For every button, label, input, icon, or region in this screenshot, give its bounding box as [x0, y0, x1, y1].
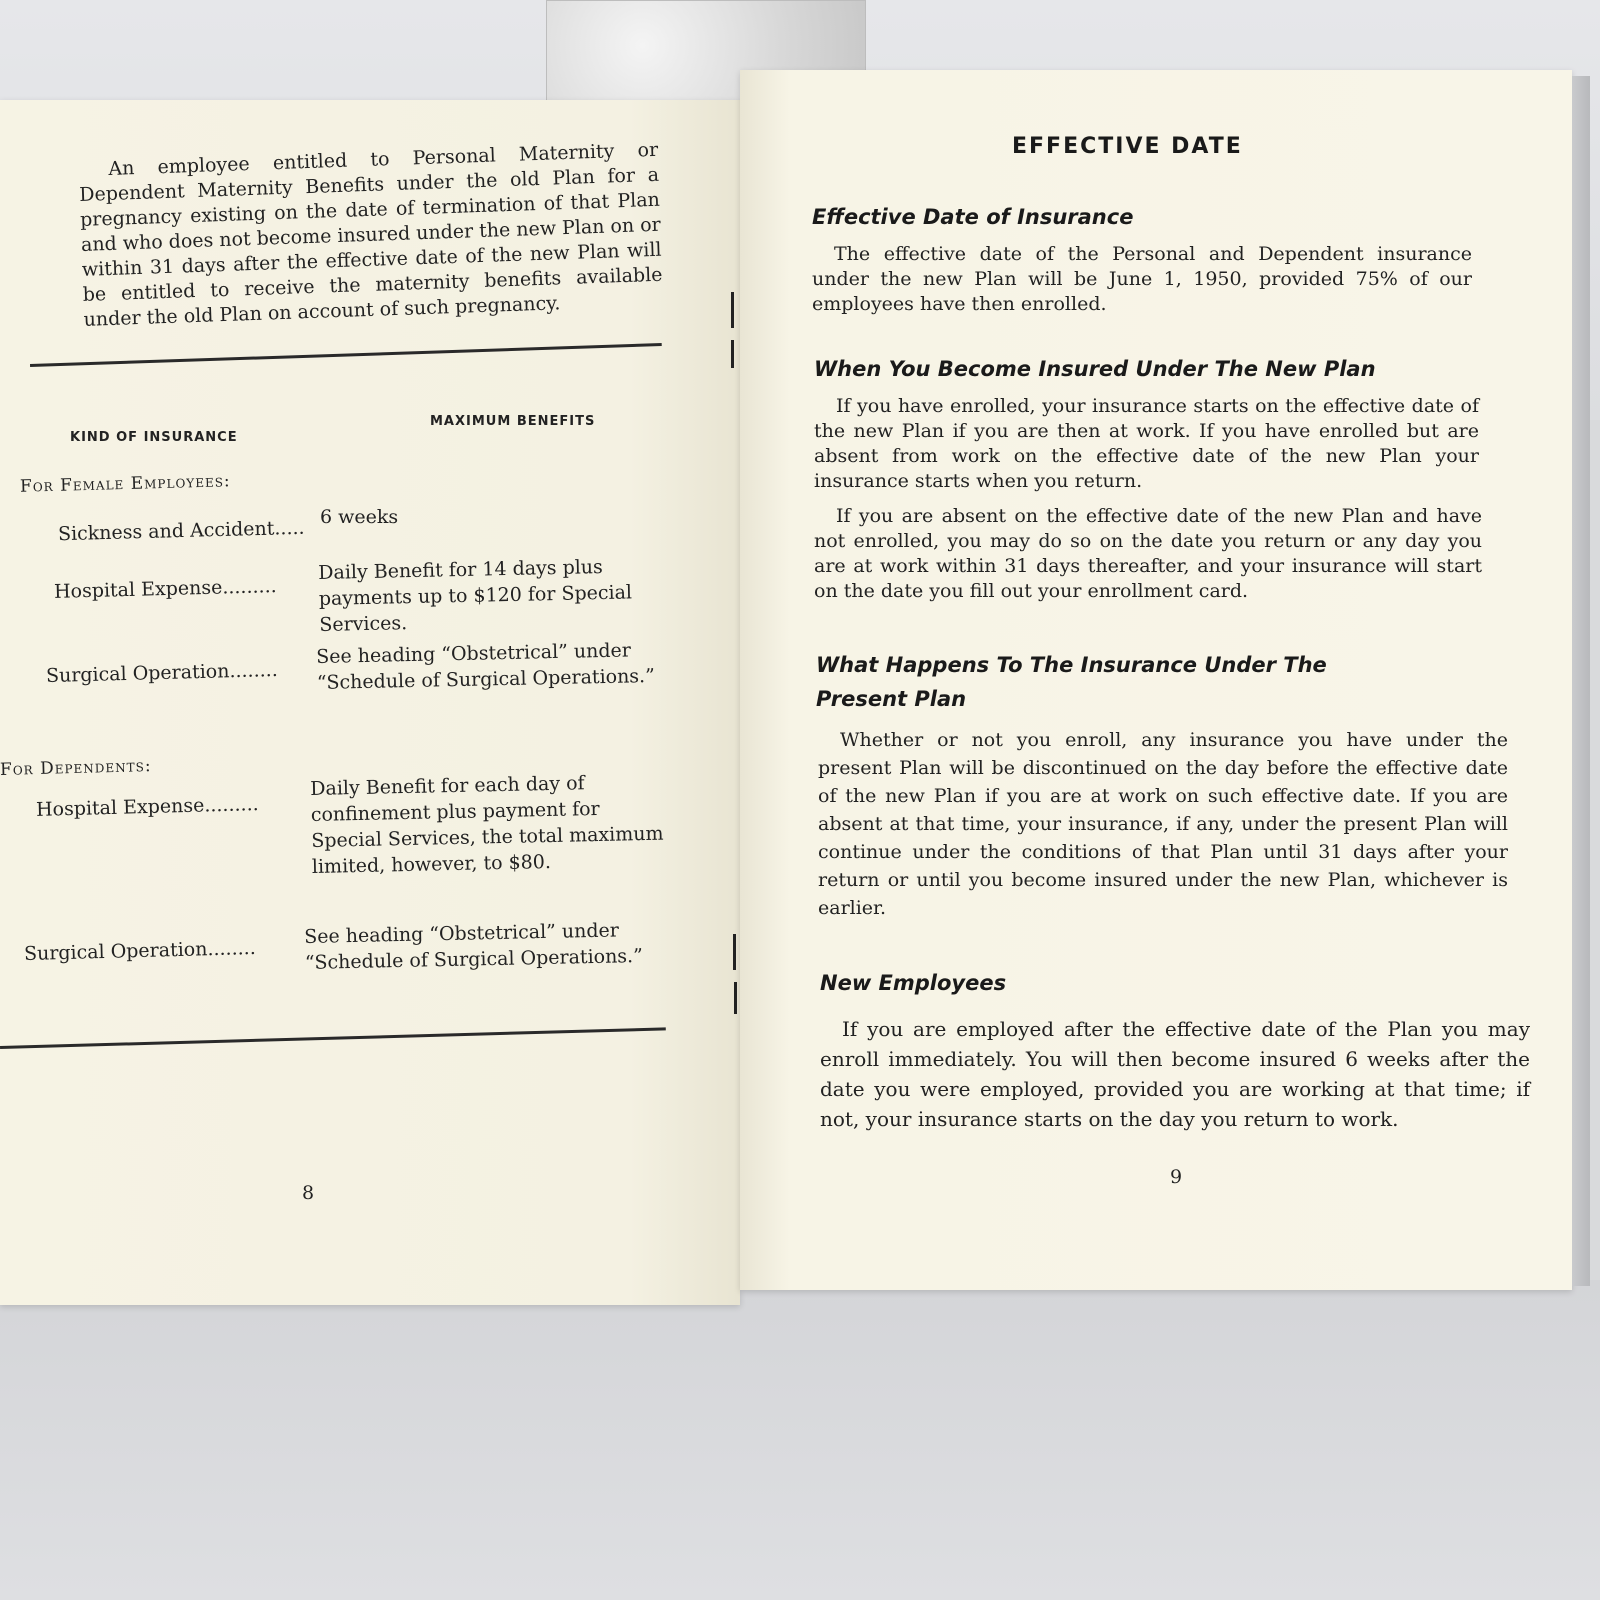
kind-of-insurance-header: KIND OF INSURANCE [70, 430, 238, 445]
staple-mark [731, 292, 734, 328]
table-row-kind: Surgical Operation........ [45, 658, 279, 688]
section-heading: Effective Date of Insurance [812, 205, 1134, 229]
left-page [0, 100, 740, 1305]
page-title: EFFECTIVE DATE [1012, 134, 1243, 159]
right-page [740, 70, 1572, 1290]
page-number-right: 9 [1170, 1166, 1183, 1188]
section-paragraph: If you are employed after the effective date of the Plan you may enroll immediately. You will then become insured 6 weeks after the date you were employed, provided you are working at that time; if not, your insurance starts on the day you return to work. [820, 1017, 1530, 1131]
table-row-benefit: See heading “Obstetrical” under “Schedule of Surgical Operations.” [304, 919, 644, 974]
table-row-benefit: Daily Benefit for each day of confinement plus payment for Special Services, the total maximum limited, however, to $80. [310, 772, 664, 878]
section-heading: What Happens To The Insurance Under The Present Plan [816, 653, 1327, 711]
female-employees-heading: For Female Employees: [19, 471, 231, 497]
section-heading: When You Become Insured Under The New Plan [814, 357, 1376, 381]
staple-mark [733, 934, 736, 970]
maternity-intro-paragraph: An employee entitled to Personal Maternity or Dependent Maternity Benefits under the old Plan for a pregnancy existing on the date of termination of that Plan and who does not become insured under the new Plan on or within 31 days after the effective date of the new Plan will be entitled to receive the maternity benefits available under the old Plan on account of such pregnancy. [78, 138, 663, 331]
table-row-kind: Sickness and Accident..... [57, 516, 305, 546]
staple-mark [731, 340, 734, 368]
section-paragraph: The effective date of the Personal and Dependent insurance under the new Plan will be June 1, 1950, provided 75% of our employees have then enrolled. [812, 243, 1472, 315]
section-paragraph: If you have enrolled, your insurance starts on the effective date of the new Plan if you are then at work. If you have enrolled but are absent from work on the effective date of the new Plan your insurance starts when you return. [814, 395, 1479, 492]
section-paragraph: If you are absent on the effective date of the new Plan and have not enrolled, you may do so on the date you return or any day you are at work within 31 days thereafter, and your insurance will start on the date you fill out your enrollment card. [814, 505, 1482, 602]
staple-mark [734, 982, 737, 1014]
page-number-left: 8 [302, 1182, 315, 1204]
table-row-kind: Hospital Expense......... [35, 793, 259, 821]
table-row-benefit: Daily Benefit for 14 days plus payments up to $120 for Special Services. [318, 556, 633, 636]
bottom-divider [0, 1027, 666, 1049]
table-row-benefit: 6 weeks [320, 506, 399, 528]
open-booklet [0, 70, 1600, 1310]
table-row-kind: Surgical Operation........ [23, 936, 257, 966]
booklet-cover-edge [1572, 76, 1590, 1286]
table-surface [0, 1280, 1600, 1600]
top-divider [30, 343, 662, 367]
section-paragraph: Whether or not you enroll, any insurance you have under the present Plan will be discontinued on the day before the effective date of the new Plan if you are at work on such effective date. If you are absent at that time, your insurance, if any, under the present Plan will continue under the conditions of that Plan until 31 days after your return or until you become insured under the new Plan, whichever is earlier. [818, 729, 1508, 919]
table-row-benefit: See heading “Obstetrical” under “Schedule of Surgical Operations.” [316, 639, 656, 694]
maximum-benefits-header: MAXIMUM BENEFITS [430, 414, 596, 429]
table-row-kind: Hospital Expense......... [53, 575, 277, 603]
dependents-heading: For Dependents: [0, 756, 152, 780]
section-heading: New Employees [820, 971, 1007, 995]
